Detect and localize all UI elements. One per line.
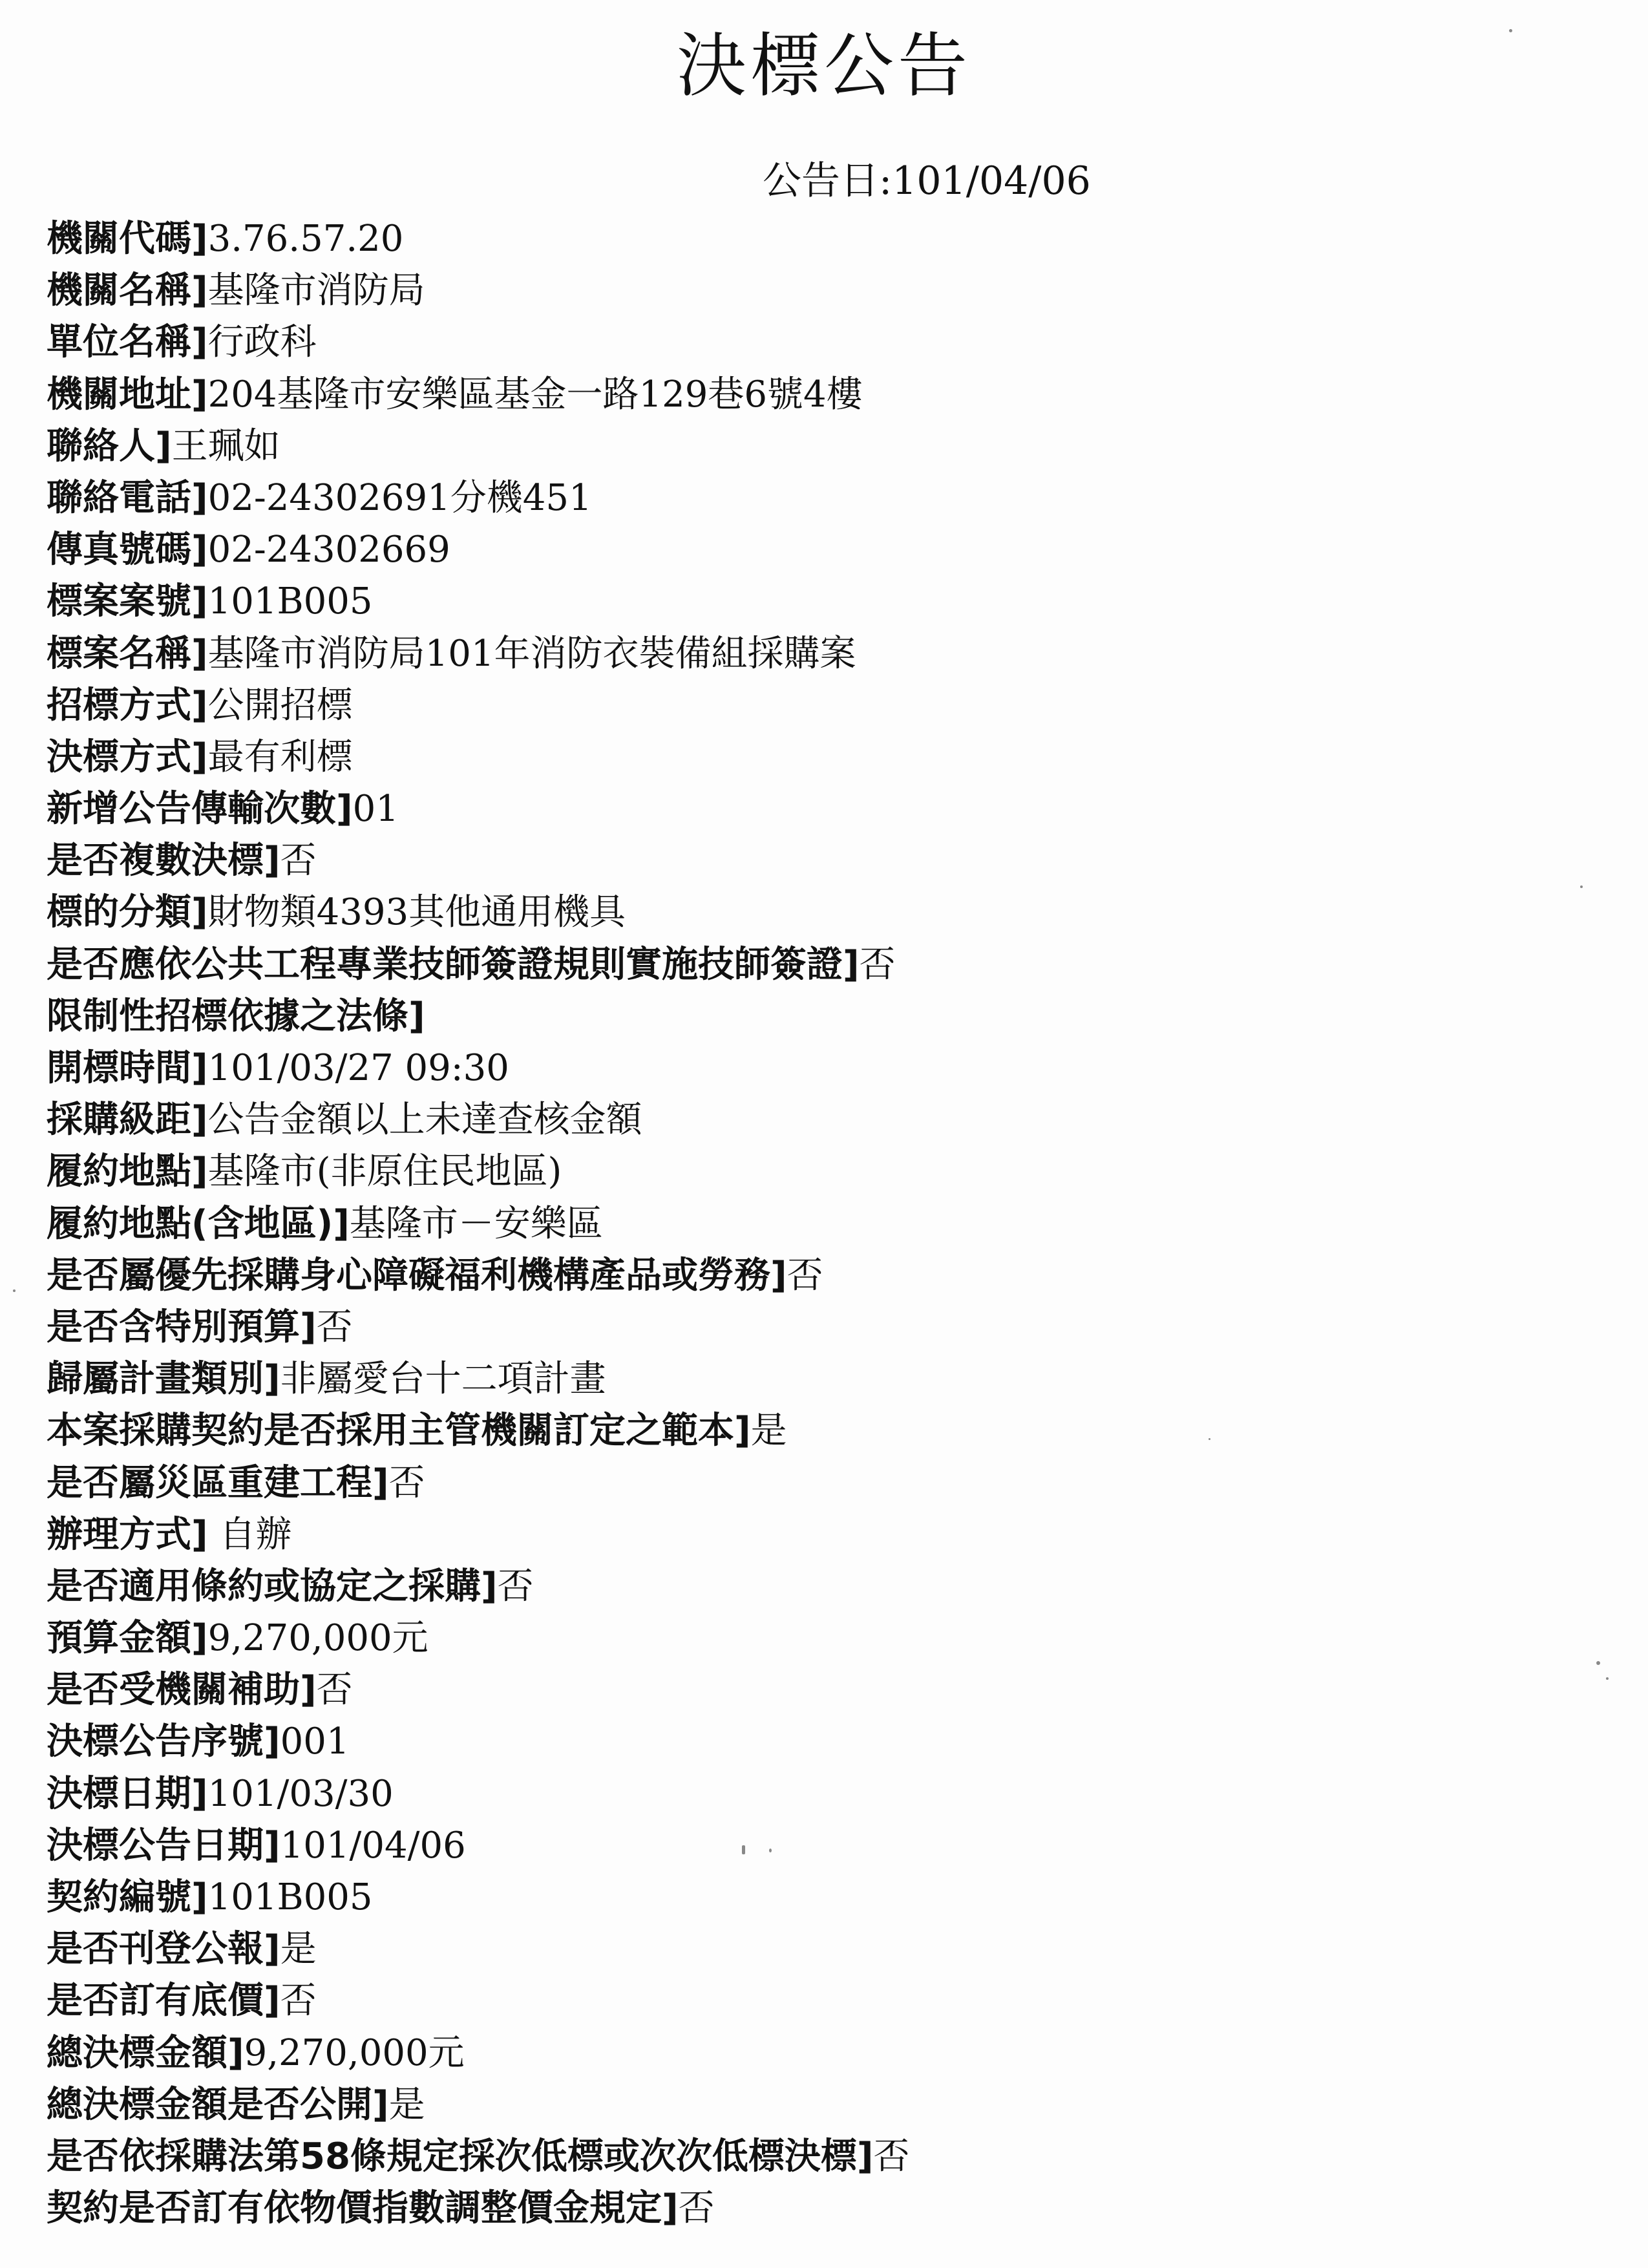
field-value: 001 <box>280 1721 350 1763</box>
field-row <box>47 1613 1598 1664</box>
field-value: 基隆市－安樂區 <box>349 1202 603 1245</box>
field-label: 機關名稱] <box>47 270 208 312</box>
field-label: 聯絡人] <box>47 425 172 467</box>
field-row <box>47 887 1598 938</box>
field-value: 否 <box>316 1669 353 1712</box>
field-row <box>47 1716 1598 1768</box>
scan-speck <box>742 1845 745 1854</box>
field-value: 01 <box>352 788 399 831</box>
field-label: 歸屬計畫類別] <box>47 1358 280 1401</box>
field-value: 否 <box>873 2135 910 2178</box>
field-label: 履約地點] <box>47 1150 208 1193</box>
field-row <box>47 1924 1598 1975</box>
field-row <box>47 472 1598 524</box>
field-label: 是否複數決標] <box>47 840 280 882</box>
field-value: 否 <box>316 1306 353 1348</box>
field-value: 否 <box>280 840 317 882</box>
field-value: 最有利標 <box>207 736 353 778</box>
field-row <box>47 1872 1598 1924</box>
scan-speck <box>1596 1661 1600 1665</box>
field-label: 限制性招標依據之法條] <box>47 995 425 1037</box>
field-row <box>47 680 1598 732</box>
field-label: 是否適用條約或協定之採購] <box>47 1565 498 1607</box>
field-row <box>47 1302 1598 1353</box>
field-label: 總決標金額] <box>47 2031 244 2074</box>
field-label: 採購級距] <box>47 1099 208 1141</box>
field-row <box>47 1509 1598 1561</box>
field-value: 9,270,000元 <box>207 1617 428 1660</box>
field-row <box>47 1768 1598 1820</box>
field-value: 是 <box>750 1410 787 1452</box>
scan-speck <box>1509 29 1512 32</box>
field-row <box>47 1353 1598 1405</box>
field-row <box>47 369 1598 421</box>
field-label: 是否訂有底價] <box>47 1980 280 2022</box>
field-row <box>47 1664 1598 1716</box>
field-row <box>47 1094 1598 1146</box>
field-label: 總決標金額是否公開] <box>47 2083 389 2126</box>
field-value: 02-24302669 <box>207 529 450 571</box>
scan-speck <box>13 1289 16 1292</box>
document-title: 決標公告 <box>676 26 971 107</box>
field-value: 行政科 <box>207 321 317 364</box>
field-value: 02-24302691分機451 <box>207 476 592 519</box>
field-label: 決標公告日期] <box>47 1824 280 1867</box>
field-label: 是否屬優先採購身心障礙福利機構產品或勞務] <box>47 1254 787 1297</box>
field-value: 否 <box>787 1254 823 1297</box>
field-label: 契約編號] <box>47 1876 208 1918</box>
scan-speck <box>769 1849 772 1852</box>
field-value: 3.76.57.20 <box>207 218 404 260</box>
field-label: 契約是否訂有依物價指數調整價金規定] <box>47 2187 679 2230</box>
field-row <box>47 2079 1598 2131</box>
field-value: 自辦 <box>207 1513 292 1556</box>
field-label: 標案案號] <box>47 580 208 623</box>
field-row <box>47 1405 1598 1457</box>
field-label: 決標方式] <box>47 736 208 778</box>
field-value: 否 <box>859 943 896 986</box>
field-value: 101/03/27 09:30 <box>207 1047 509 1089</box>
field-row <box>47 1250 1598 1302</box>
field-label: 招標方式] <box>47 684 208 726</box>
field-row <box>47 1975 1598 2027</box>
field-label: 是否刊登公報] <box>47 1928 280 1971</box>
field-row <box>47 1198 1598 1250</box>
field-row <box>47 2131 1598 2183</box>
announce-date: 公告日:101/04/06 <box>763 158 1091 204</box>
field-value: 否 <box>280 1980 317 2022</box>
field-value: 公開招標 <box>207 684 353 726</box>
field-label: 決標公告序號] <box>47 1721 280 1763</box>
field-value: 101B005 <box>207 580 373 623</box>
field-value: 非屬愛台十二項計畫 <box>280 1358 606 1401</box>
field-label: 開標時間] <box>47 1047 208 1089</box>
field-row <box>47 783 1598 835</box>
field-row <box>47 2028 1598 2079</box>
field-label: 新增公告傳輸次數] <box>47 788 353 831</box>
field-label: 本案採購契約是否採用主管機關訂定之範本] <box>47 1410 751 1452</box>
scan-speck <box>1580 885 1583 888</box>
field-label: 辦理方式] <box>47 1513 208 1556</box>
field-row <box>47 1043 1598 1094</box>
field-row <box>47 213 1598 265</box>
field-value: 204基隆市安樂區基金一路129巷6號4樓 <box>207 373 863 416</box>
field-value: 是 <box>388 2083 425 2126</box>
field-value: 9,270,000元 <box>244 2031 465 2074</box>
field-row <box>47 1820 1598 1872</box>
field-value: 基隆市消防局 <box>207 270 425 312</box>
field-value: 否 <box>388 1461 425 1504</box>
field-value: 否 <box>497 1565 534 1607</box>
field-label: 是否含特別預算] <box>47 1306 317 1348</box>
field-label: 履約地點(含地區)] <box>47 1202 350 1245</box>
field-row <box>47 835 1598 887</box>
field-label: 聯絡電話] <box>47 476 208 519</box>
field-label: 是否屬災區重建工程] <box>47 1461 389 1504</box>
field-label: 機關地址] <box>47 373 208 416</box>
field-row <box>47 421 1598 472</box>
field-row <box>47 991 1598 1043</box>
field-label: 決標日期] <box>47 1772 208 1815</box>
field-value: 基隆市消防局101年消防衣裝備組採購案 <box>207 632 856 675</box>
scan-speck <box>1209 1438 1210 1440</box>
field-value: 101/03/30 <box>207 1772 394 1815</box>
field-row <box>47 628 1598 680</box>
field-list <box>47 213 1598 2234</box>
field-label: 傳真號碼] <box>47 529 208 571</box>
field-value: 否 <box>678 2187 715 2230</box>
field-row <box>47 939 1598 991</box>
field-row <box>47 1457 1598 1509</box>
field-value: 101/04/06 <box>280 1824 466 1867</box>
field-row <box>47 265 1598 317</box>
field-value: 101B005 <box>207 1876 373 1918</box>
field-label: 是否受機關補助] <box>47 1669 317 1712</box>
scan-speck <box>1606 1677 1609 1680</box>
field-label: 標案名稱] <box>47 632 208 675</box>
field-value: 是 <box>280 1928 317 1971</box>
field-row <box>47 576 1598 628</box>
field-row <box>47 317 1598 368</box>
field-label: 標的分類] <box>47 891 208 934</box>
field-label: 預算金額] <box>47 1617 208 1660</box>
field-value: 基隆市(非原住民地區) <box>207 1150 562 1193</box>
field-label: 是否依採購法第58條規定採次低標或次次低標決標] <box>47 2135 874 2178</box>
field-label: 機關代碼] <box>47 218 208 260</box>
field-value: 公告金額以上未達查核金額 <box>207 1099 642 1141</box>
field-value: 王珮如 <box>171 425 280 467</box>
field-row <box>47 524 1598 576</box>
field-row <box>47 1146 1598 1198</box>
field-value: 財物類4393其他通用機具 <box>207 891 626 934</box>
field-row <box>47 732 1598 783</box>
field-row <box>47 1561 1598 1613</box>
field-row <box>47 2183 1598 2234</box>
field-label: 是否應依公共工程專業技師簽證規則實施技師簽證] <box>47 943 860 986</box>
field-label: 單位名稱] <box>47 321 208 364</box>
